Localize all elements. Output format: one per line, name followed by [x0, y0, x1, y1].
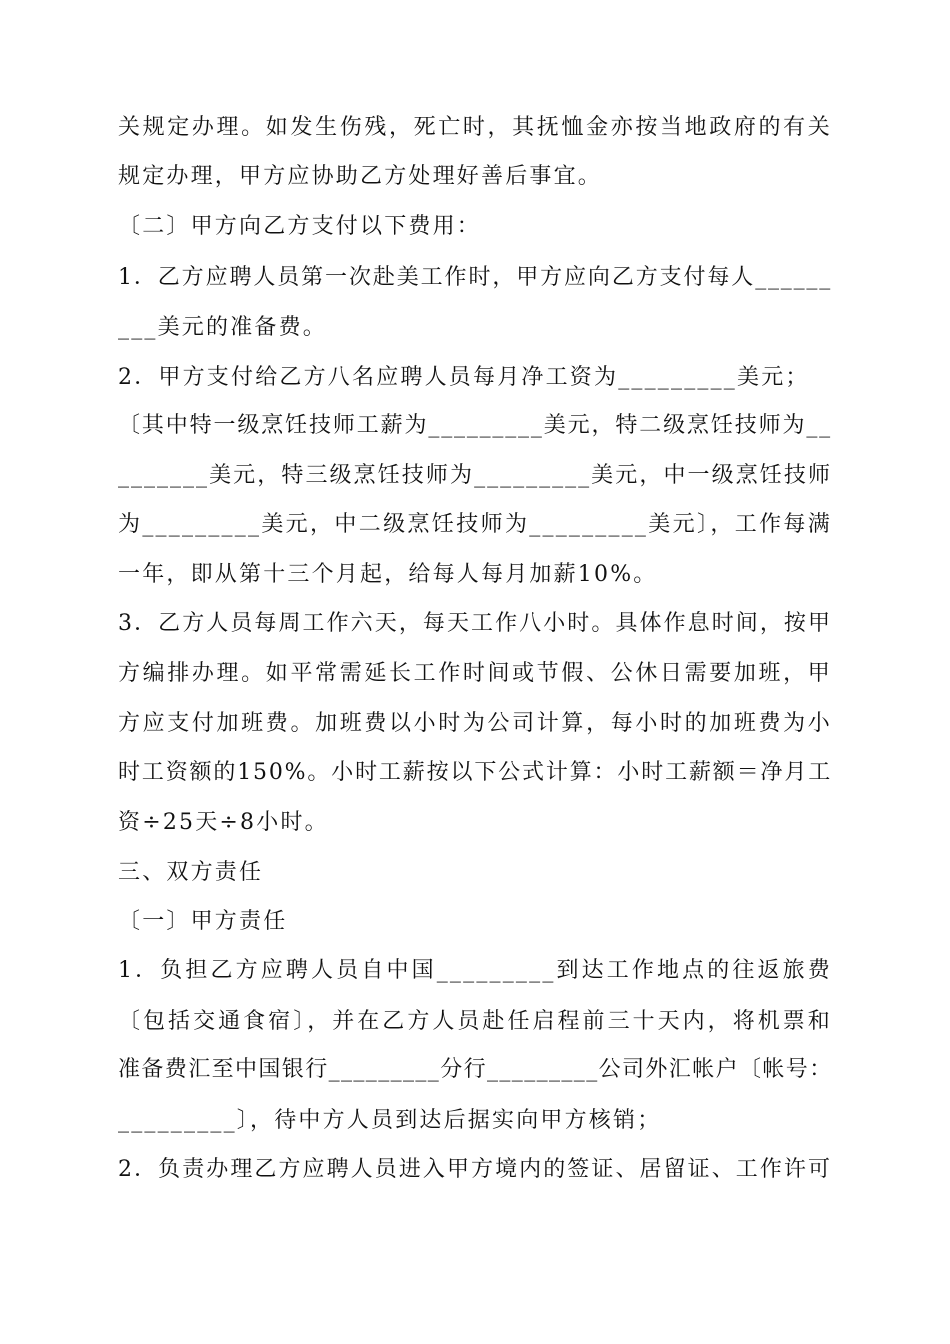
text-line: _______美元，特三级烹饪技师为_________美元，中一级烹饪技师 — [118, 463, 832, 488]
text-line: 3．乙方人员每周工作六天，每天工作八小时。具体作息时间，按甲 — [118, 611, 832, 636]
section-heading: 〔二〕甲方向乙方支付以下费用： — [118, 214, 482, 239]
text-line: 1．乙方应聘人员第一次赴美工作时，甲方应向乙方支付每人______ — [118, 265, 832, 290]
text-line: _________〕，待中方人员到达后据实向甲方核销； — [118, 1108, 662, 1133]
text-line: 关规定办理。如发生伤残，死亡时，其抚恤金亦按当地政府的有关 — [118, 115, 832, 140]
text-line: 〔其中特一级烹饪技师工薪为_________美元，特二级烹饪技师为__ — [118, 413, 832, 438]
text-line: 2．负责办理乙方应聘人员进入甲方境内的签证、居留证、工作许可 — [118, 1157, 832, 1182]
section-heading: 〔一〕甲方责任 — [118, 909, 288, 934]
text-line: 方应支付加班费。加班费以小时为公司计算，每小时的加班费为小 — [118, 711, 832, 736]
text-line: 2．甲方支付给乙方八名应聘人员每月净工资为_________美元； — [118, 365, 810, 390]
text-line: 资÷25天÷8小时。 — [118, 810, 329, 835]
text-line: 〔包括交通食宿〕，并在乙方人员赴任启程前三十天内，将机票和 — [118, 1009, 832, 1034]
text-line: 一年，即从第十三个月起，给每人每月加薪10%。 — [118, 562, 658, 587]
text-line: 1．负担乙方应聘人员自中国_________到达工作地点的往返旅费 — [118, 958, 832, 983]
section-heading: 三、双方责任 — [118, 860, 264, 885]
text-line: 时工资额的150%。小时工薪按以下公式计算：小时工薪额＝净月工 — [118, 760, 832, 785]
text-line: ___美元的准备费。 — [118, 315, 328, 340]
text-line: 为_________美元，中二级烹饪技师为_________美元〕，工作每满 — [118, 512, 832, 537]
text-line: 准备费汇至中国银行_________分行_________公司外汇帐户〔帐号： — [118, 1057, 833, 1082]
text-line: 方编排办理。如平常需延长工作时间或节假、公休日需要加班，甲 — [118, 661, 832, 686]
text-line: 规定办理，甲方应协助乙方处理好善后事宜。 — [118, 164, 603, 189]
